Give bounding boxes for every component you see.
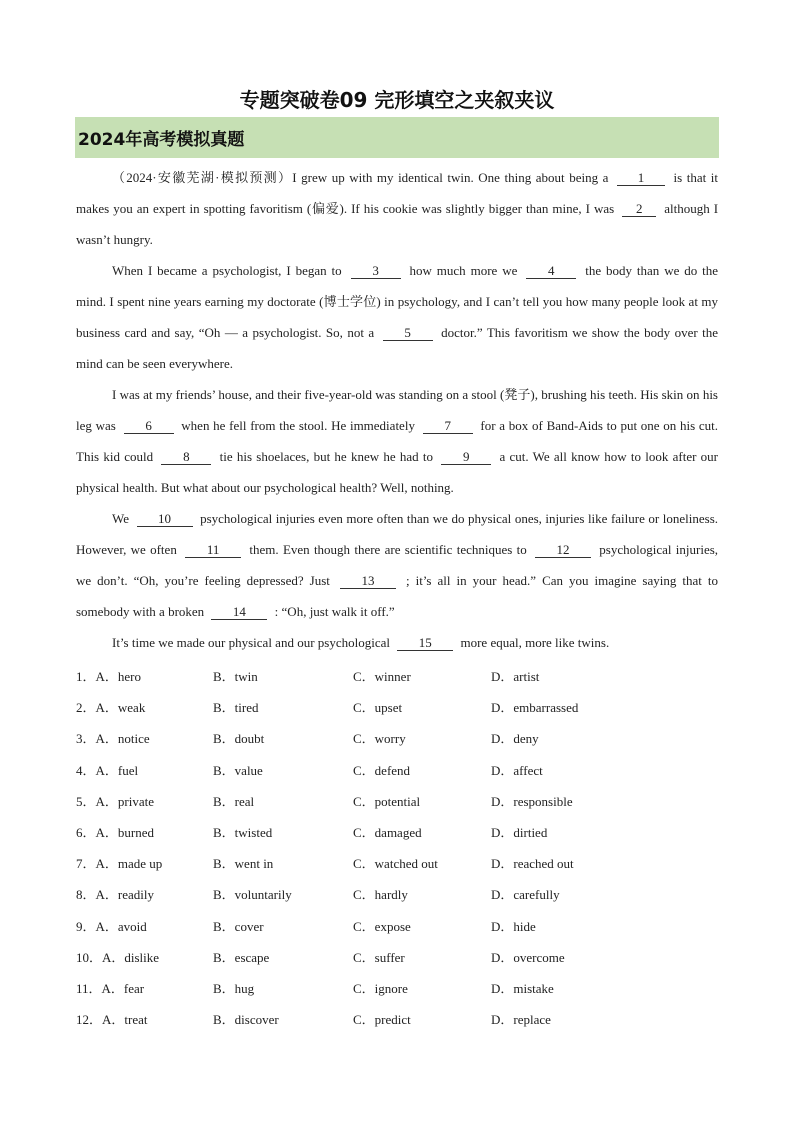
passage-text: tie his shoelaces, but he knew he had to: [219, 449, 433, 464]
passage-text: is that it makes you an expert in spotting favoritism (偏爱). If his cookie was slightly bigger than mine, I was: [76, 170, 719, 216]
option-c: C．predict: [353, 1012, 411, 1028]
option-b: B．voluntarily: [213, 887, 292, 903]
option-d: D．embarrassed: [491, 700, 579, 716]
passage-text: : “Oh, just walk it off.”: [274, 604, 395, 619]
passage-text: for a box of Band-Aids to put one on his cut. This kid could: [76, 418, 719, 464]
option-d: D．affect: [491, 762, 543, 778]
option-b: B．value: [213, 762, 263, 778]
option-c: C．damaged: [353, 824, 422, 840]
section-heading-bar: [75, 117, 719, 158]
blank-9: 9: [441, 450, 491, 465]
blank-6: 6: [124, 419, 174, 434]
passage-text: a cut. We all know how to look after our physical health. But what about our psychological health? Well, nothing.: [76, 449, 719, 495]
option-c: C．watched out: [353, 856, 438, 872]
blank-13: 13: [340, 574, 396, 589]
blank-3: 3: [351, 264, 401, 279]
option-b: B．hug: [213, 980, 255, 996]
paragraph-2: [76, 255, 718, 379]
passage-text: It’s time we made our physical and our psychological: [112, 635, 390, 650]
passage-text: the body than we do the mind. I spent nine years earning my doctorate (博士学位) in psychology, and I can’t tell you how many people look at my business card and say, “Oh — a psychologist. So, not a: [76, 263, 719, 340]
question-row: [76, 658, 718, 689]
passage-text: psychological injuries, we don’t. “Oh, you’re feeling depressed? Just: [76, 542, 719, 588]
option-c: C．expose: [353, 918, 411, 934]
passage-text: I was at my friends’ house, and their five-year-old was standing on a stool (凳子), brushing his teeth. His skin on his leg was: [76, 387, 718, 433]
blank-1: 1: [617, 171, 665, 186]
blank-15: 15: [397, 636, 453, 651]
passage-text: psychological injuries even more often than we do physical ones, injuries like failure or loneliness. However, we often: [76, 511, 719, 557]
blank-10: 10: [137, 512, 193, 527]
option-d: D．deny: [491, 731, 539, 747]
option-a: 9．A．avoid: [76, 918, 147, 934]
question-row: [76, 814, 718, 845]
option-a: 7．A．made up: [76, 856, 163, 872]
passage-text: although I wasn’t hungry.: [76, 201, 719, 247]
passage-text: doctor.” This favoritism we show the body over the mind can be seen everywhere.: [76, 325, 719, 371]
option-d: D．artist: [491, 669, 540, 684]
blank-2: 2: [622, 202, 656, 217]
option-a: 12．A．treat: [76, 1012, 148, 1028]
option-b: B．real: [213, 793, 255, 809]
passage-text: （2024·安徽芜湖·模拟预测）I grew up with my identical twin. One thing about being a: [112, 170, 609, 185]
option-d: D．mistake: [491, 980, 554, 996]
question-row: [76, 970, 718, 1001]
question-row: [76, 1001, 718, 1032]
option-c: C．ignore: [353, 980, 408, 996]
question-row: [76, 908, 718, 939]
option-a: 3．A．notice: [76, 731, 150, 747]
option-a: 4．A．fuel: [76, 762, 139, 778]
cloze-passage: [76, 162, 718, 658]
paragraph-3: [76, 379, 718, 503]
option-d: D．reached out: [491, 856, 574, 872]
option-d: D．dirtied: [491, 824, 548, 840]
passage-text: We: [112, 511, 129, 526]
paragraph-4: [76, 503, 718, 627]
option-a: 11．A．fear: [76, 980, 145, 996]
blank-14: 14: [211, 605, 267, 620]
option-a: 10．A．dislike: [76, 949, 160, 965]
option-c: C．upset: [353, 700, 403, 716]
option-b: B．twin: [213, 669, 258, 684]
option-c: C．hardly: [353, 887, 408, 903]
passage-text: more equal, more like twins.: [460, 635, 610, 650]
option-c: C．winner: [353, 669, 411, 684]
question-row: [76, 876, 718, 907]
answer-options: [76, 658, 718, 1032]
option-b: B．twisted: [213, 824, 273, 840]
blank-12: 12: [535, 543, 591, 558]
option-a: 1．A．hero: [76, 669, 141, 684]
paragraph-1: [76, 162, 718, 255]
option-c: C．worry: [353, 731, 406, 747]
option-a: 6．A．burned: [76, 824, 154, 840]
passage-text: how much more we: [409, 263, 518, 278]
passage-text: when he fell from the stool. He immediately: [181, 418, 415, 433]
blank-8: 8: [161, 450, 211, 465]
blank-7: 7: [423, 419, 473, 434]
passage-text: ; it’s all in your head.” Can you imagine saying that to somebody with a broken: [76, 573, 719, 619]
question-row: [76, 845, 718, 876]
page-title: 专题突破卷09 完形填空之夹叙夹议: [239, 88, 555, 112]
option-d: D．replace: [491, 1012, 551, 1028]
option-c: C．suffer: [353, 949, 405, 965]
option-d: D．overcome: [491, 949, 565, 965]
passage-text: them. Even though there are scientific techniques to: [249, 542, 527, 557]
option-b: B．escape: [213, 949, 270, 965]
paragraph-5: [76, 627, 718, 658]
option-d: D．carefully: [491, 887, 560, 903]
option-b: B．tired: [213, 700, 259, 716]
section-heading: 2024年高考模拟真题: [78, 130, 245, 150]
option-a: 2．A．weak: [76, 700, 146, 716]
blank-11: 11: [185, 543, 241, 558]
option-d: D．responsible: [491, 793, 573, 809]
option-a: 5．A．private: [76, 793, 154, 809]
option-c: C．potential: [353, 793, 421, 809]
option-b: B．cover: [213, 918, 264, 934]
option-c: C．defend: [353, 762, 411, 778]
option-b: B．doubt: [213, 731, 265, 747]
question-row: [76, 939, 718, 970]
option-a: 8．A．readily: [76, 887, 154, 903]
question-row: [76, 752, 718, 783]
option-d: D．hide: [491, 918, 536, 934]
question-row: [76, 689, 718, 720]
blank-4: 4: [526, 264, 576, 279]
option-b: B．discover: [213, 1012, 279, 1028]
question-row: [76, 783, 718, 814]
blank-5: 5: [383, 326, 433, 341]
passage-text: When I became a psychologist, I began to: [112, 263, 342, 278]
question-row: [76, 720, 718, 751]
option-b: B．went in: [213, 856, 274, 872]
